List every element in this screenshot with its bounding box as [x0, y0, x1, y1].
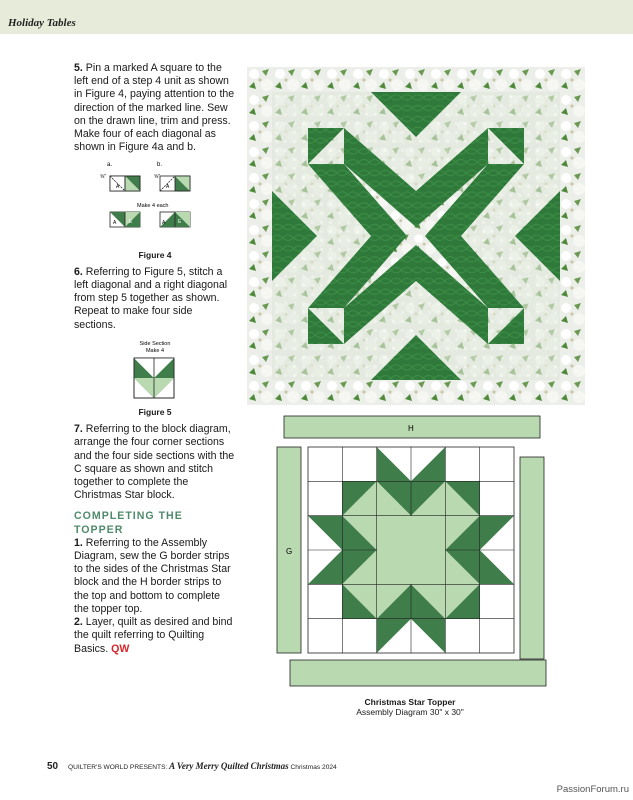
qw-end-mark: QW [111, 642, 130, 655]
figure-4a-result-a: A [113, 220, 117, 227]
figure-5-title-line1: Side Section [139, 340, 171, 347]
g-border-label: G [286, 547, 293, 556]
figure-4b-unit [160, 176, 190, 191]
step-7-number: 7. [74, 423, 83, 436]
page-footer [47, 761, 337, 772]
step-5-text: Pin a marked A square to the left end of a step 4 unit as shown in Figure 4, paying attention to the direction of the marked line. Sew on the drawn line, trim and press. Make four of each diagonal as shown in Figure 4a and b. [74, 62, 235, 154]
figure-4-drawing [74, 160, 236, 242]
figure-4b-result-e: E [178, 219, 182, 226]
page-number: 50 [47, 761, 59, 772]
figure-4-dim-b: ⅝" [154, 174, 160, 181]
figure-5-drawing [74, 338, 236, 400]
figure-4-caption: Figure 4 [138, 249, 172, 260]
footer-presents: QUILTER'S WORLD PRESENTS: [67, 764, 168, 771]
completing-step-2 [74, 616, 236, 656]
completing-step-2-text: Layer, quilt as desired and bind the quilt referring to Quilting Basics. [74, 616, 233, 655]
header-band [0, 0, 633, 34]
assembly-diagram [274, 414, 554, 690]
center-c-square [377, 516, 446, 585]
step-5-number: 5. [74, 62, 83, 74]
step-6 [74, 266, 236, 332]
figure-5-caption: Figure 5 [138, 407, 172, 418]
h-border-bottom [290, 660, 546, 686]
figure-4a-result-e: E [129, 219, 133, 226]
completing-step-1-number: 1. [74, 536, 83, 549]
assembly-diagram-caption [300, 697, 520, 717]
step-7 [74, 423, 236, 502]
figure-4-dim-a: ⅝" [100, 174, 106, 181]
figure-4-make-each: Make 4 each [137, 203, 169, 210]
step-7-text: Referring to the block diagram, arrange the four corner sections and the four side sections with the C square as shown and stitch together to complete the Christmas Star block. [74, 423, 235, 502]
figure-4b-result [160, 212, 190, 227]
g-border-right [520, 457, 544, 659]
figure-4 [74, 160, 236, 261]
completing-step-2-number: 2. [74, 616, 83, 629]
step-5 [74, 62, 236, 154]
h-border-label: H [408, 424, 414, 433]
step-6-text: Referring to Figure 5, stitch a left diagonal and a right diagonal from step 5 together as shown. Repeat to make four side sections. [74, 265, 228, 331]
figure-4a-unit [110, 176, 140, 191]
figure-4a-piece-a: A [116, 184, 120, 191]
figure-5-title-line2: Make 4 [145, 347, 165, 354]
instructions-column [74, 62, 236, 656]
figure-4b-result-a: A [162, 220, 166, 227]
completing-heading: COMPLETING THE TOPPER [74, 510, 183, 536]
step-6-number: 6. [74, 265, 83, 278]
assembly-title: Christmas Star Topper [364, 697, 456, 707]
figure-4-label-a: a. [107, 162, 113, 169]
footer-issue: Christmas 2024 [290, 764, 337, 771]
completing-step-1-text: Referring to the Assembly Diagram, sew the G border strips to the sides of the Christmas Star block and the H border strips to the top and bottom to complete the topper top. [74, 536, 231, 615]
watermark: PassionForum.ru [556, 784, 629, 795]
figure-4-label-b: b. [157, 162, 163, 169]
figure-5 [74, 338, 236, 419]
side-section-unit [134, 358, 174, 398]
quilt-photo [247, 67, 585, 405]
christmas-star-block [308, 447, 514, 653]
figure-4b-piece-a: A [166, 184, 170, 191]
quilt-star-block [272, 92, 560, 380]
section-title: Holiday Tables [8, 17, 76, 29]
figure-4a-result [110, 212, 140, 227]
completing-step-1 [74, 537, 236, 616]
footer-publication-title: A Very Merry Quilted Christmas [169, 761, 289, 771]
assembly-subtitle: Assembly Diagram 30" x 30" [356, 707, 464, 717]
